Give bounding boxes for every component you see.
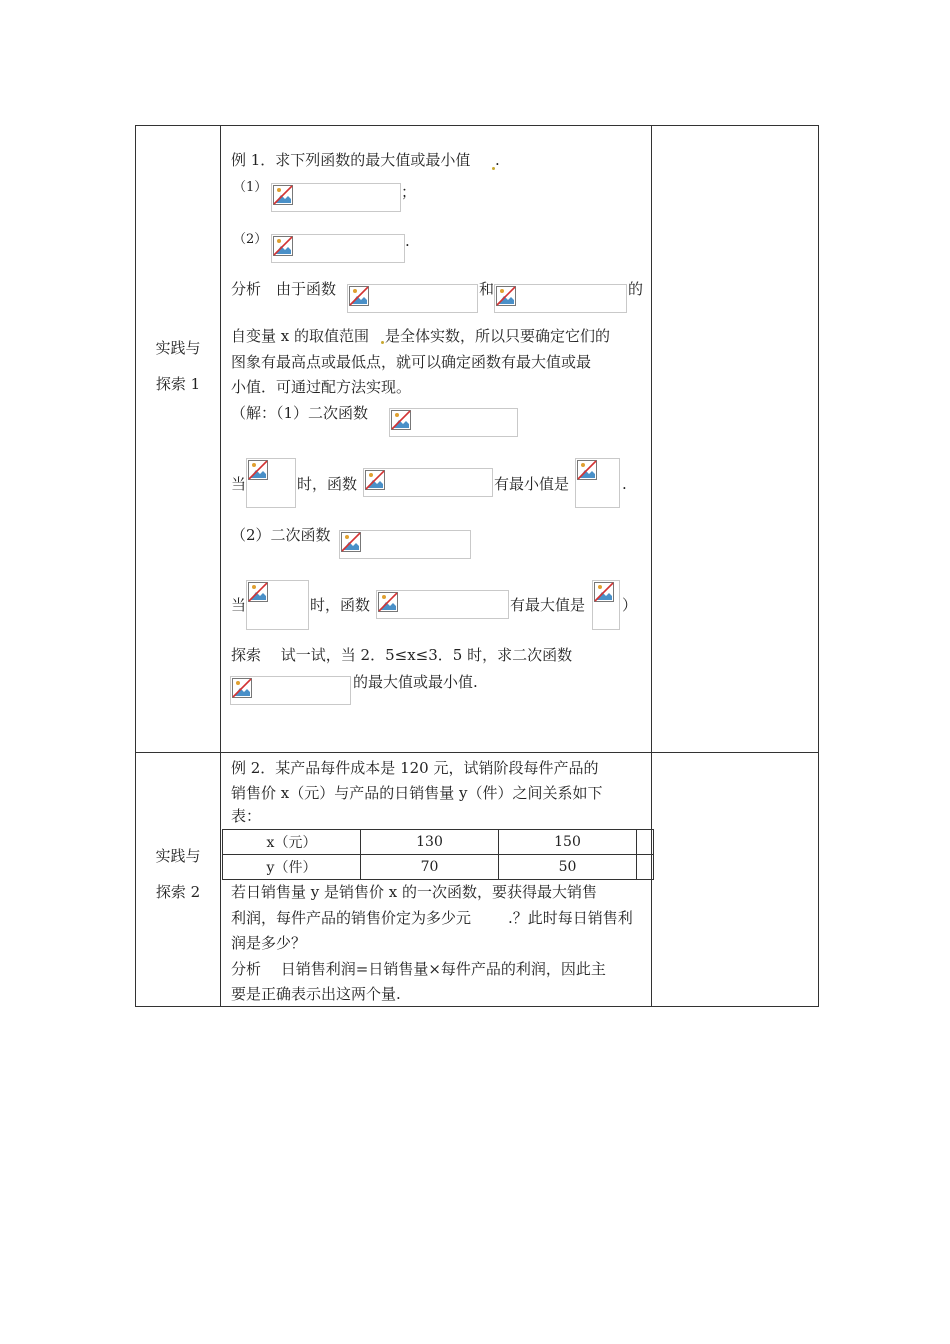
formula-image-9 bbox=[339, 530, 471, 559]
ex2-line3: 表： bbox=[231, 807, 262, 825]
ex1-title: 例 1．求下列函数的最大值或最小值 bbox=[231, 151, 471, 169]
ex1-analysis-start: 分析 由于函数 bbox=[231, 280, 337, 298]
ex1-analysis-line3: 图象有最高点或最低点，就可以确定函数有最大值或最 bbox=[231, 353, 592, 371]
table-cell: y（件） bbox=[223, 855, 361, 880]
broken-image-icon bbox=[248, 460, 268, 480]
formula-image-5 bbox=[389, 408, 518, 437]
formula-image-6 bbox=[246, 458, 296, 508]
row2-label-line1: 实践与 bbox=[155, 847, 201, 865]
ex2-question-line2a: 利润，每件产品的销售价定为多少元 bbox=[231, 909, 472, 927]
ex1-explore-line1: 探索 试一试，当 2．5≤x≤3．5 时，求二次函数 bbox=[231, 646, 573, 664]
broken-image-icon bbox=[496, 286, 516, 306]
broken-image-icon bbox=[341, 532, 361, 552]
broken-image-icon bbox=[232, 678, 252, 698]
broken-image-icon bbox=[577, 460, 597, 480]
ex1-item1-end: ； bbox=[401, 183, 417, 201]
ex1-when-1: 当 bbox=[231, 475, 247, 493]
formula-image-1 bbox=[271, 183, 401, 212]
ex1-shi-func-2: 时，函数 bbox=[310, 596, 371, 614]
ex1-analysis-mark bbox=[381, 341, 384, 344]
ex1-analysis-line2a: 自变量 x 的取值范围 bbox=[231, 327, 369, 345]
formula-image-8 bbox=[575, 458, 620, 508]
table-cell: 130 bbox=[361, 830, 499, 855]
formula-image-13 bbox=[230, 676, 351, 705]
ex2-question-line1: 若日销售量 y 是销售价 x 的一次函数，要获得最大销售 bbox=[231, 883, 598, 901]
broken-image-icon bbox=[391, 410, 411, 430]
ex1-max-end: ） bbox=[622, 596, 638, 614]
table-cell: 50 bbox=[499, 855, 637, 880]
ex1-explore-line2: 的最大值或最小值. bbox=[353, 673, 478, 691]
ex2-analysis-line1: 分析 日销售利润=日销售量×每件产品的利润，因此主 bbox=[231, 960, 606, 978]
formula-image-2 bbox=[271, 234, 405, 263]
broken-image-icon bbox=[273, 236, 293, 256]
ex1-analysis-de: 的 bbox=[628, 280, 644, 298]
formula-image-3 bbox=[347, 284, 478, 313]
ex1-item2-end: . bbox=[405, 232, 410, 250]
formula-image-4 bbox=[494, 284, 627, 313]
table-cell bbox=[637, 830, 654, 855]
formula-image-12 bbox=[592, 580, 620, 630]
ex1-min-end: . bbox=[622, 475, 627, 493]
ex2-question-line3: 润是多少？ bbox=[231, 934, 307, 952]
table-row bbox=[223, 855, 654, 880]
ex1-has-max: 有最大值是 bbox=[510, 596, 586, 614]
ex2-line2: 销售价 x（元）与产品的日销售量 y（件）之间关系如下 bbox=[231, 784, 603, 802]
ex1-solution-2-label: （2）二次函数 bbox=[231, 526, 331, 544]
ex1-item2-label: （2） bbox=[233, 232, 268, 247]
formula-image-11 bbox=[376, 590, 509, 619]
formula-image-7 bbox=[363, 468, 493, 497]
row-divider bbox=[135, 752, 819, 753]
broken-image-icon bbox=[273, 185, 293, 205]
ex1-analysis-line2b: 是全体实数，所以只要确定它们的 bbox=[385, 327, 611, 345]
ex1-item1-label: （1） bbox=[233, 180, 268, 195]
table-cell: 150 bbox=[499, 830, 637, 855]
broken-image-icon bbox=[378, 592, 398, 612]
table-row bbox=[223, 830, 654, 855]
broken-image-icon bbox=[349, 286, 369, 306]
ex1-title-end: . bbox=[495, 151, 500, 169]
broken-image-icon bbox=[365, 470, 385, 490]
ex1-has-min: 有最小值是 bbox=[494, 475, 570, 493]
formula-image-10 bbox=[246, 580, 309, 630]
broken-image-icon bbox=[248, 582, 268, 602]
table-cell: 70 bbox=[361, 855, 499, 880]
ex1-shi-func-1: 时，函数 bbox=[297, 475, 358, 493]
ex1-solution-1-label: （解：（1）二次函数 bbox=[231, 404, 369, 422]
ex1-analysis-line4: 小值．可通过配方法实现。 bbox=[231, 378, 412, 396]
table-cell: x（元） bbox=[223, 830, 361, 855]
ex2-line1: 例 2．某产品每件成本是 120 元，试销阶段每件产品的 bbox=[231, 759, 599, 777]
broken-image-icon bbox=[594, 582, 614, 602]
row2-label-line2: 探索 2 bbox=[155, 883, 201, 901]
price-sales-table bbox=[222, 829, 654, 880]
row1-label-line1: 实践与 bbox=[155, 339, 201, 357]
ex2-question-line2b: .？此时每日销售利 bbox=[508, 909, 633, 927]
ex1-analysis-and: 和 bbox=[479, 280, 495, 298]
ex1-when-2: 当 bbox=[231, 596, 247, 614]
table-cell bbox=[637, 855, 654, 880]
row1-label-line2: 探索 1 bbox=[155, 375, 201, 393]
ex2-analysis-line2: 要是正确表示出这两个量. bbox=[231, 985, 401, 1003]
